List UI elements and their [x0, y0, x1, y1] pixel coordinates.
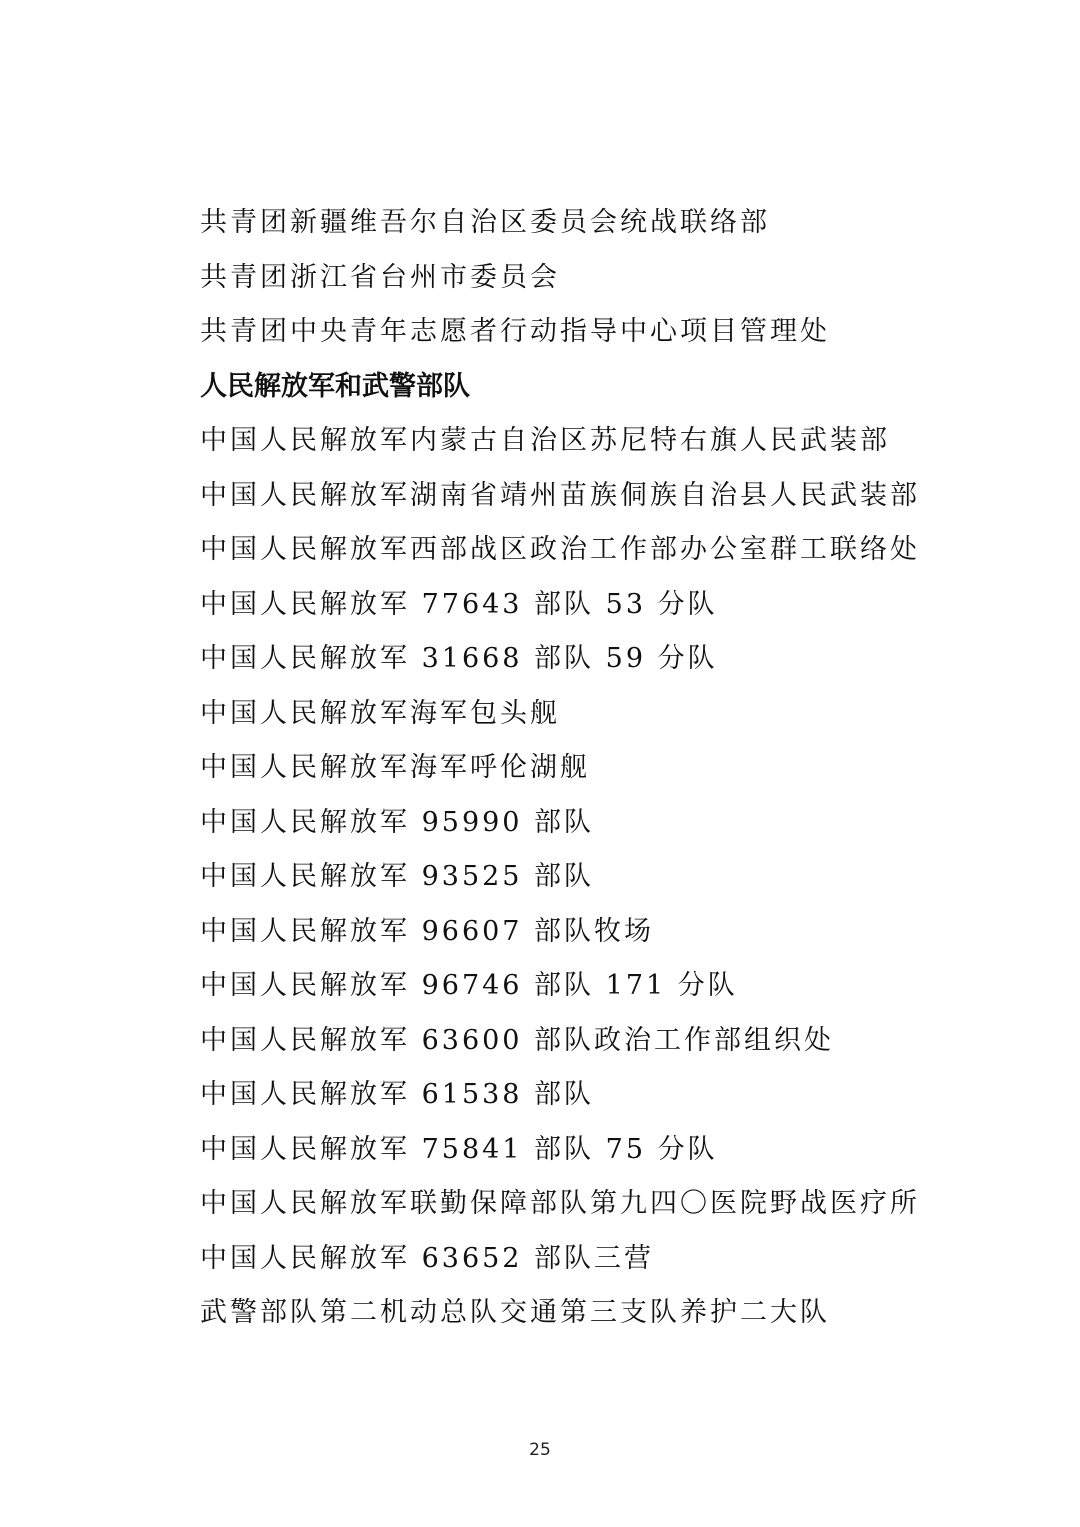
list-item: 中国人民解放军 96746 部队 171 分队 [200, 970, 738, 1001]
list-item: 中国人民解放军海军包头舰 [200, 697, 560, 729]
list-item: 中国人民解放军湖南省靖州苗族侗族自治县人民武装部 [200, 479, 920, 511]
list-item: 中国人民解放军 75841 部队 75 分队 [200, 1133, 718, 1165]
list-item: 中国人民解放军 77643 部队 53 分队 [200, 588, 718, 620]
list-item: 武警部队第二机动总队交通第三支队养护二大队 [200, 1297, 830, 1328]
list-item: 中国人民解放军 61538 部队 [200, 1079, 595, 1110]
list-item: 中国人民解放军 63600 部队政治工作部组织处 [200, 1024, 835, 1056]
list-item: 中国人民解放军 93525 部队 [200, 861, 595, 892]
list-item: 中国人民解放军西部战区政治工作部办公室群工联络处 [200, 534, 920, 565]
page-number: 25 [529, 1440, 551, 1460]
list-item: 共青团浙江省台州市委员会 [200, 261, 560, 293]
list-item: 中国人民解放军 31668 部队 59 分队 [200, 643, 718, 674]
section-heading: 人民解放军和武警部队 [200, 370, 470, 402]
list-item: 共青团中央青年志愿者行动指导中心项目管理处 [200, 316, 830, 347]
list-item: 中国人民解放军 96607 部队牧场 [200, 915, 655, 947]
list-item: 中国人民解放军内蒙古自治区苏尼特右旗人民武装部 [200, 425, 890, 456]
list-item: 共青团新疆维吾尔自治区委员会统战联络部 [200, 207, 770, 238]
list-item: 中国人民解放军海军呼伦湖舰 [200, 752, 590, 783]
list-item: 中国人民解放军联勤保障部队第九四〇医院野战医疗所 [200, 1188, 920, 1219]
document-body [200, 196, 960, 1341]
list-item: 中国人民解放军 63652 部队三营 [200, 1242, 655, 1274]
list-item: 中国人民解放军 95990 部队 [200, 806, 595, 838]
